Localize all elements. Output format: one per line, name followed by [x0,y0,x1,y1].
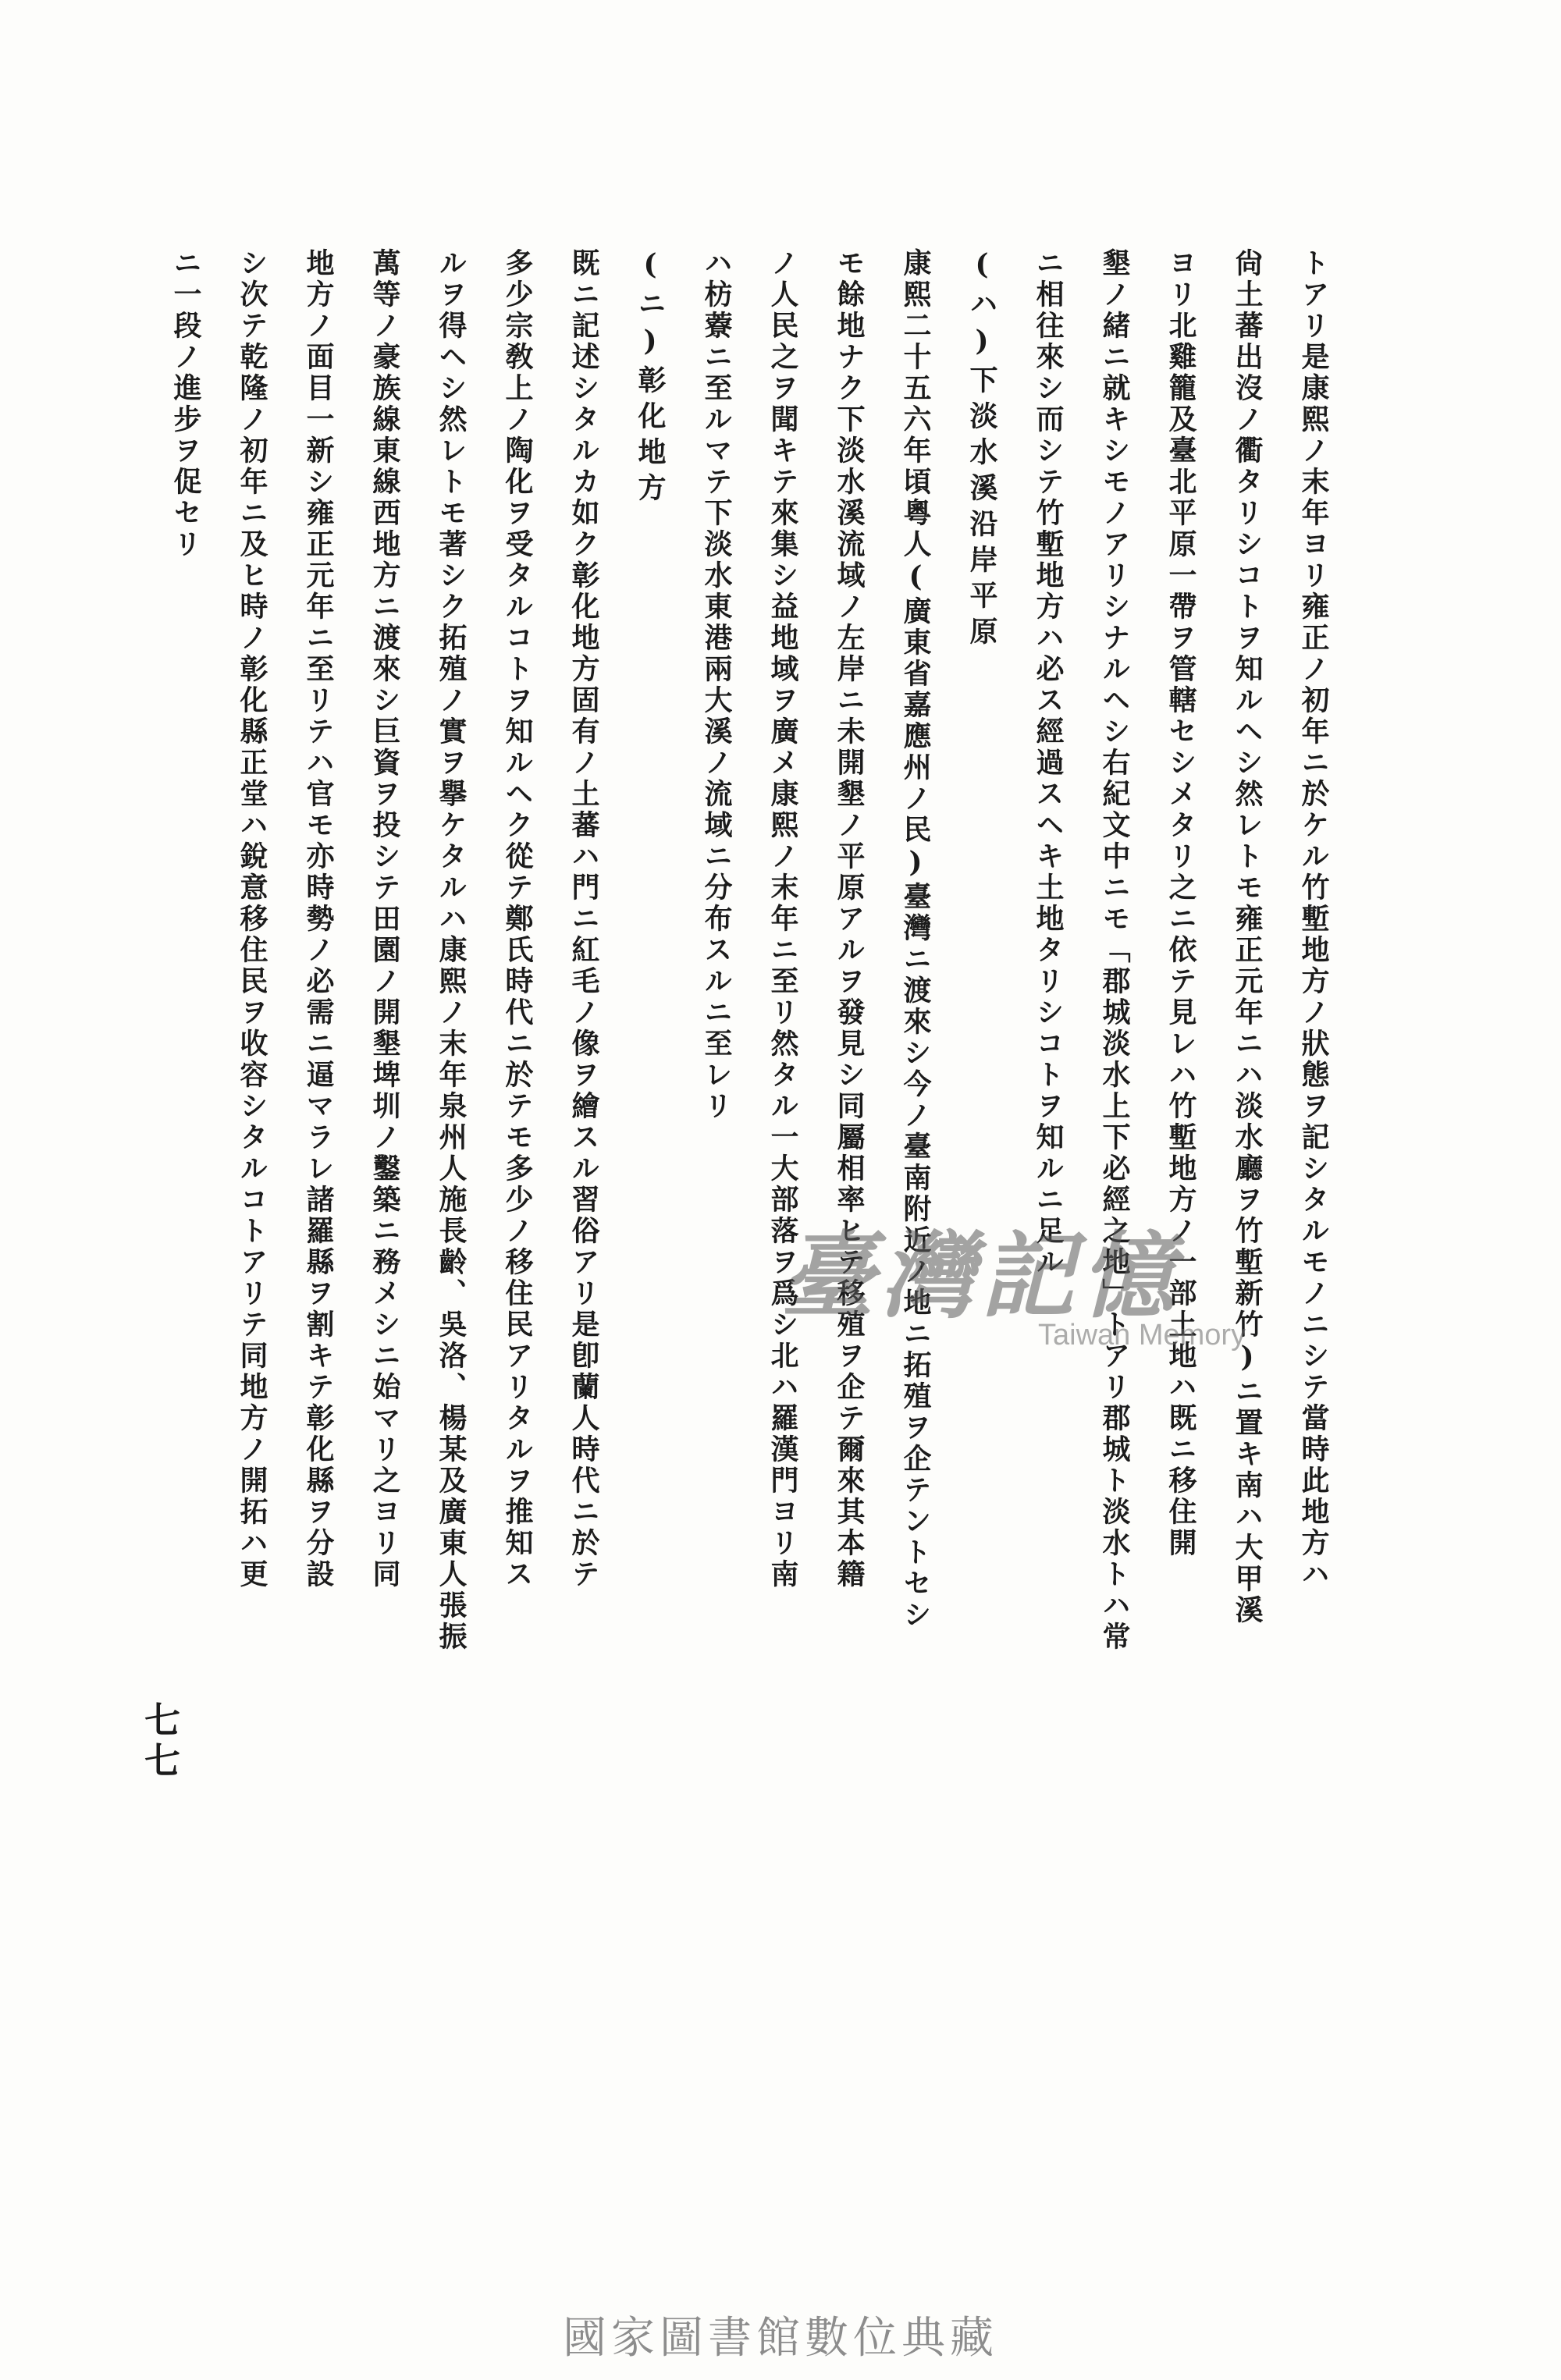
text-column: ノ人民之ヲ聞キテ來集シ益地域ヲ廣メ康熙ノ末年ニ至リ然タル一大部落ヲ爲シ北ハ羅漢門ヨリ南 [766,248,799,1590]
text-column: トアリ是康熙ノ末年ヨリ雍正ノ初年ニ於ケル竹塹地方ノ狀態ヲ記シタルモノニシテ當時此地方ハ [1297,248,1330,1590]
watermark-logo [780,1202,1246,1358]
section-heading: (ニ)彰化地方 [634,248,667,509]
page-number: 七七 [139,1701,181,1782]
text-column: ルヲ得ヘシ然レトモ著シク拓殖ノ實ヲ擧ケタルハ康熙ノ末年泉州人施長齡、吳洛、楊某及廣東人張振 [435,248,468,1653]
text-column: 尙土蕃出沒ノ衢タリシコトヲ知ルヘシ然レトモ雍正元年ニハ淡水廳ヲ竹塹新竹)ニ置キ南ハ大甲溪 [1231,248,1264,1626]
text-column: 萬等ノ豪族線東線西地方ニ渡來シ巨資ヲ投シテ田園ノ開墾埤圳ノ鑿築ニ務メシニ始マリ之ヨリ同 [368,248,401,1590]
text-column: 多少宗敎上ノ陶化ヲ受タルコトヲ知ルヘク從テ鄭氏時代ニ於テモ多少ノ移住民アリタルヲ推知ス [501,248,534,1590]
text-column: ヨリ北雞籠及臺北平原一帶ヲ管轄セシメタリ之ニ依テ見レハ竹塹地方ノ一部土地ハ既ニ移住開 [1165,248,1197,1559]
text-column: ニ一段ノ進步ヲ促セリ [169,248,202,560]
text-column: ハ枋藔ニ至ルマテ下淡水東港兩大溪ノ流域ニ分布スルニ至レリ [700,248,733,1122]
text-column: ニ相往來シ而シテ竹塹地方ハ必ス經過スヘキ土地タリシコトヲ知ルニ足ル [1032,248,1065,1278]
text-column: モ餘地ナク下淡水溪流域ノ左岸ニ未開墾ノ平原アルヲ發見シ同屬相率ヒテ移殖ヲ企テ爾來其本籍 [833,248,866,1590]
text-column: シ次テ乾隆ノ初年ニ及ヒ時ノ彰化縣正堂ハ銳意移住民ヲ收容シタルコトアリテ同地方ノ開拓ハ更 [236,248,268,1590]
watermark-title: 臺灣記憶 [780,1221,1180,1331]
text-column: 康熙二十五六年頃粵人(廣東省嘉應州ノ民)臺灣ニ渡來シ今ノ臺南附近ノ地ニ拓殖ヲ企テントセシ [899,248,932,1631]
watermark-subtitle: Taiwan Memory [1038,1319,1246,1352]
footer-credit: 國家圖書館數位典藏 [563,2313,998,2364]
text-column: 地方ノ面目一新シ雍正元年ニ至リテハ官モ亦時勢ノ必需ニ逼マラレ諸羅縣ヲ割キテ彰化縣ヲ分設 [302,248,335,1590]
text-column: 墾ノ緒ニ就キシモノアリシナルヘシ右紀文中ニモ「郡城淡水上下必經之地」トアリ郡城ト淡水トハ常 [1098,248,1131,1653]
text-column: 既ニ記述シタルカ如ク彰化地方固有ノ土蕃ハ門ニ紅毛ノ像ヲ繪スル習俗アリ是卽蘭人時代ニ於テ [567,248,600,1590]
section-heading: (ハ)下淡水溪沿岸平原 [965,248,998,652]
